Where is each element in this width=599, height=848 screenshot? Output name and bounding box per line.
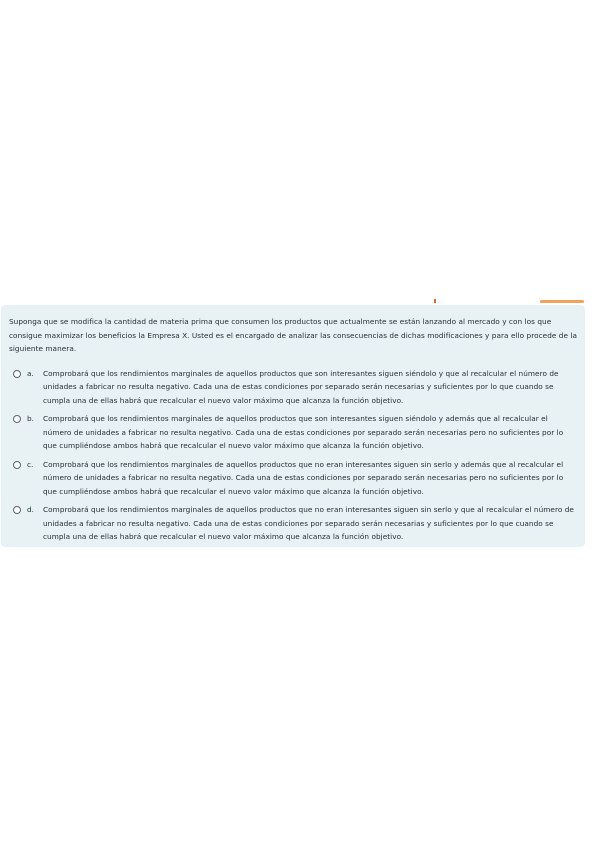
- option-b[interactable]: [9, 412, 577, 453]
- accent-marker: [434, 299, 436, 303]
- radio-icon[interactable]: [13, 506, 21, 514]
- radio-icon[interactable]: [13, 415, 21, 423]
- option-d[interactable]: [9, 503, 577, 544]
- option-text: Comprobará que los rendimientos marginales de aquellos productos que son interesantes siguen siéndolo y además que al recalcular el número de unidades a fabricar no resulta negativo. Cada una de estas condiciones por separado serán necesarias pero no suficientes por lo que cumpliéndose ambos habrá que recalcular el nuevo valor máximo que alcanza la función objetivo.: [43, 414, 564, 450]
- answer-options: [9, 367, 577, 544]
- accent-bar: [540, 300, 584, 303]
- option-c[interactable]: [9, 458, 577, 499]
- option-letter: b.: [27, 414, 34, 423]
- option-text: Comprobará que los rendimientos marginales de aquellos productos que no eran interesantes siguen sin serlo y que al recalcular el número de unidades a fabricar no resulta negativo. Cada una de estas condiciones por separado serán necesarias y suficientes por lo que cuando se cumpla una de ellas habrá que recalcular el nuevo valor máximo que alcanza la función objetivo.: [43, 505, 574, 541]
- radio-icon[interactable]: [13, 370, 21, 378]
- option-letter: d.: [27, 505, 34, 514]
- option-text: Comprobará que los rendimientos marginales de aquellos productos que no eran interesantes siguen sin serlo y además que al recalcular el número de unidades a fabricar no resulta negativo. Cada una de estas condiciones por separado serán necesarias pero no suficientes por lo que cumpliéndose ambos habrá que recalcular el nuevo valor máximo que alcanza la función objetivo.: [43, 459, 564, 496]
- option-letter: a.: [27, 368, 34, 378]
- question-text: Suponga que se modifica la cantidad de materia prima que consumen los productos que actualmente se están lanzando al mercado y con los que consigue maximizar los beneficios la Empresa X. Usted es el encargado de analizar las consecuencias de dichas modificaciones y para ello procede de la siguiente manera.: [9, 317, 577, 353]
- option-text: Comprobará que los rendimientos marginales de aquellos productos que son interesantes siguen siéndolo y que al recalcular el número de unidades a fabricar no resulta negativo. Cada una de estas condiciones por separado serán necesarias y suficientes por lo que cuando se cumpla una de ellas habrá que recalcular el nuevo valor máximo que alcanza la función objetivo.: [43, 368, 559, 405]
- option-a[interactable]: [9, 367, 577, 408]
- radio-icon[interactable]: [13, 461, 21, 469]
- option-letter: c.: [27, 459, 34, 469]
- question-card: [1, 305, 585, 547]
